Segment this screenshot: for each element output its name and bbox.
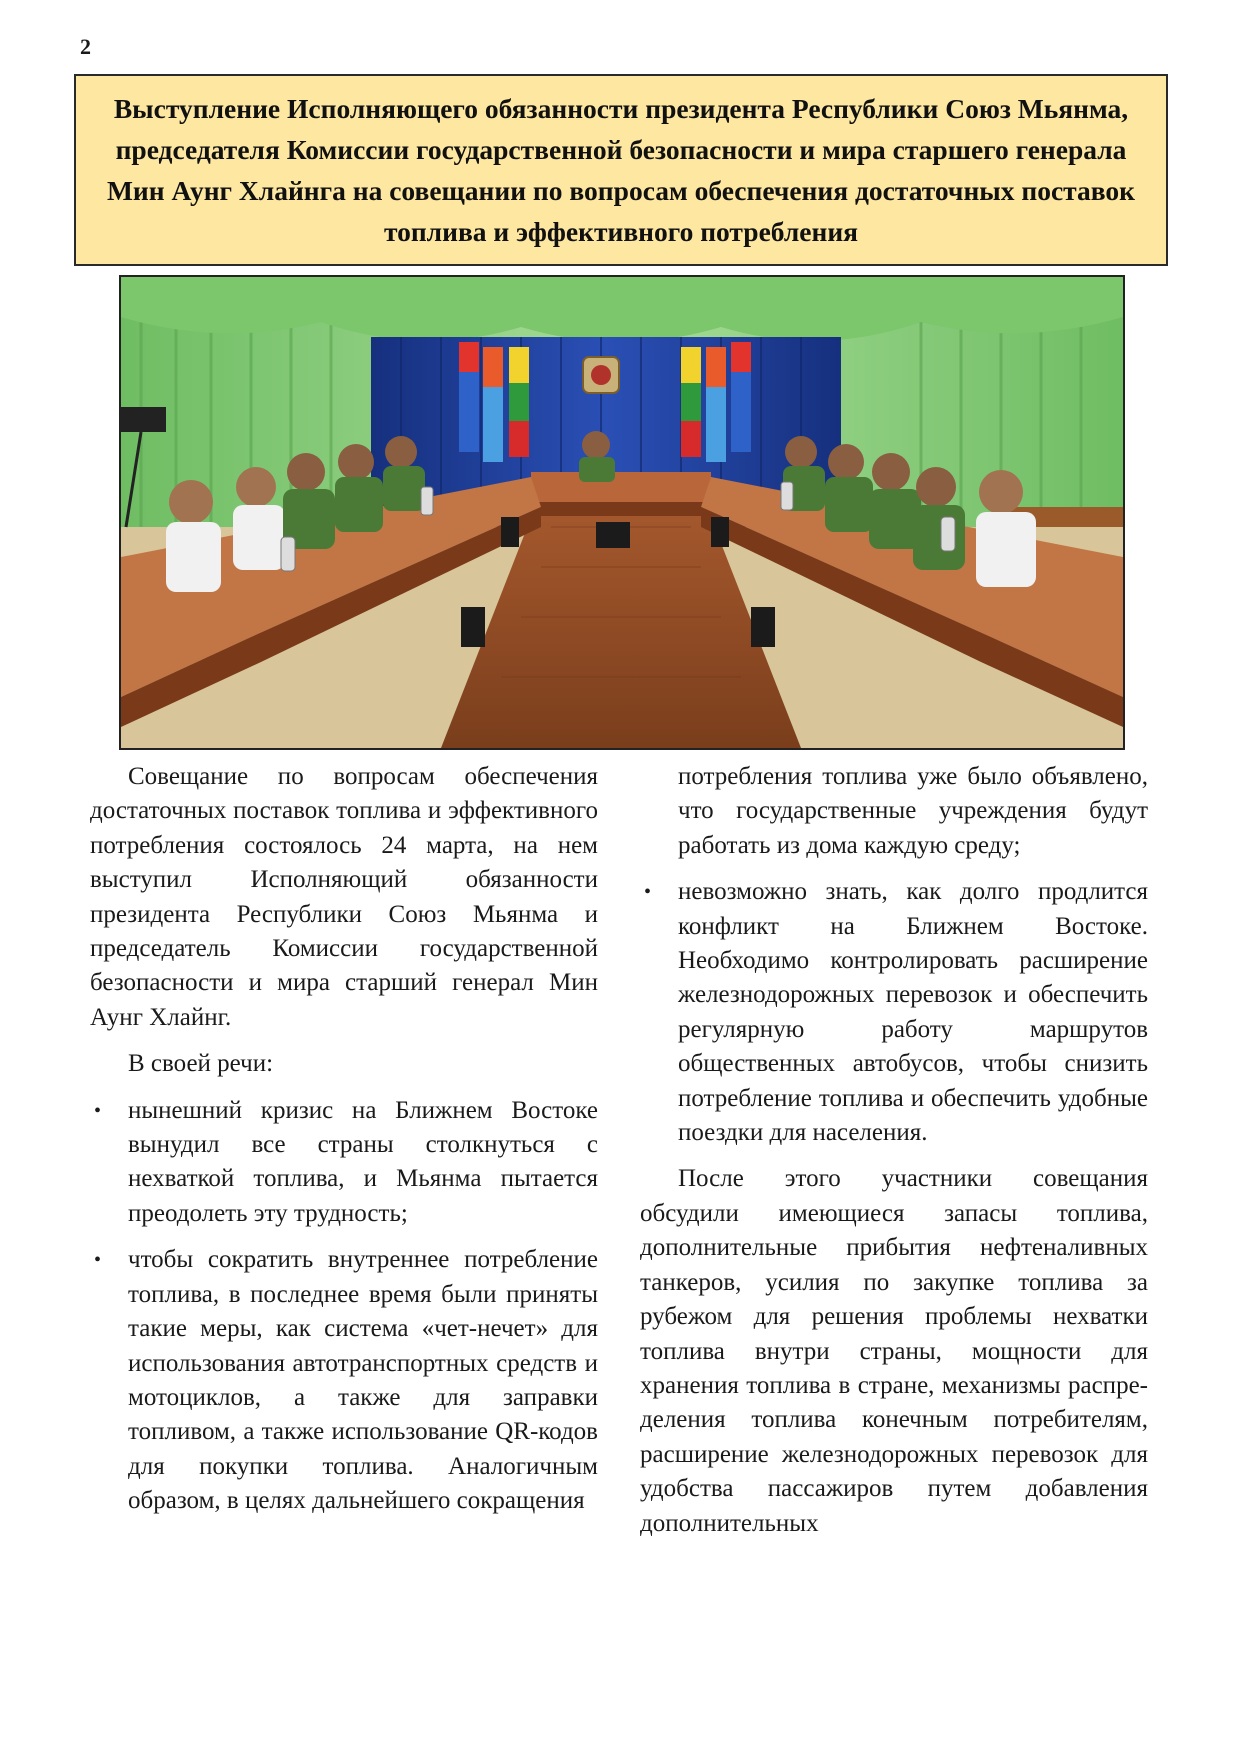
- list-item-text: невозможно знать, как долго продлится конфликт на Ближнем Востоке. Необходимо контролировать расширение железнодорожных перевозок и обеспечить регулярную работу маршрутов общественных автобусов, чтобы снизить потребление топлива и обеспечить удобные поездки для населения.: [678, 878, 1148, 1147]
- article-headline: Выступление Исполняющего обязанности президента Республики Союз Мьянма, председателя Комиссии государственной безопасности и мира старшего генерала Мин Аунг Хлайнга на совещании по вопросам обеспечения достаточных поставок топлива и эффективного потребления: [106, 93, 1136, 247]
- list-item-text: нынешний кризис на Ближнем Востоке вынудил все страны столкнуться с нехваткой топлива, и Мьянма пытается преодолеть эту трудность;: [128, 1096, 598, 1227]
- headline-box: [74, 74, 1168, 266]
- bullet-icon: •: [644, 881, 652, 904]
- meeting-photo: [119, 275, 1125, 750]
- bullet-icon: •: [94, 1249, 102, 1272]
- speech-lead: В своей речи:: [128, 1050, 274, 1078]
- bullet-icon: •: [94, 1099, 102, 1122]
- list-item: [90, 1094, 598, 1232]
- left-text-column: [90, 760, 598, 1519]
- speech-bullet-list: [90, 1094, 598, 1519]
- closing-paragraph: После этого участники совещания обсудили имеющиеся запасы топлива, дополнительные прибытия нефтеналивных танкеров, усилия по закупке топлива за рубежом для решения проблемы нехватки топлива внутри страны, мощности для хранения топлива в стране, механизмы распределения топлива конечным потребителям, расширение железнодорожных перевозок для удобства пассажиров путем добавления дополнительных: [640, 1165, 1148, 1537]
- list-item-text: чтобы сократить внутреннее потребление топлива, в последнее время были приняты такие меры, как система «чет-нечет» для использования автотранспортных средств и мотоциклов, а также для заправки топливом, а также использование QR-кодов для покупки топлива. Аналогичным образом, в целях дальнейшего сокращения: [128, 1246, 598, 1515]
- page-number: 2: [80, 34, 91, 59]
- list-item: [640, 875, 1148, 1150]
- continued-bullet-text: потребления топлива уже было объявлено, что государственные учреждения будут работать из дома каждую среду;: [678, 763, 1148, 859]
- right-text-column: [640, 760, 1148, 1541]
- intro-paragraph: Совещание по вопросам обеспечения достаточных поставок топлива и эффективного потребления состоялось 24 марта, на нем выступил Исполняющий обязанности президента Республики Союз Мьянма и председатель Комиссии государственной безопасности и мира старший генерал Мин Аунг Хлайнг.: [90, 763, 598, 1031]
- list-item: [90, 1243, 598, 1518]
- speech-bullet-list-continued: [640, 875, 1148, 1150]
